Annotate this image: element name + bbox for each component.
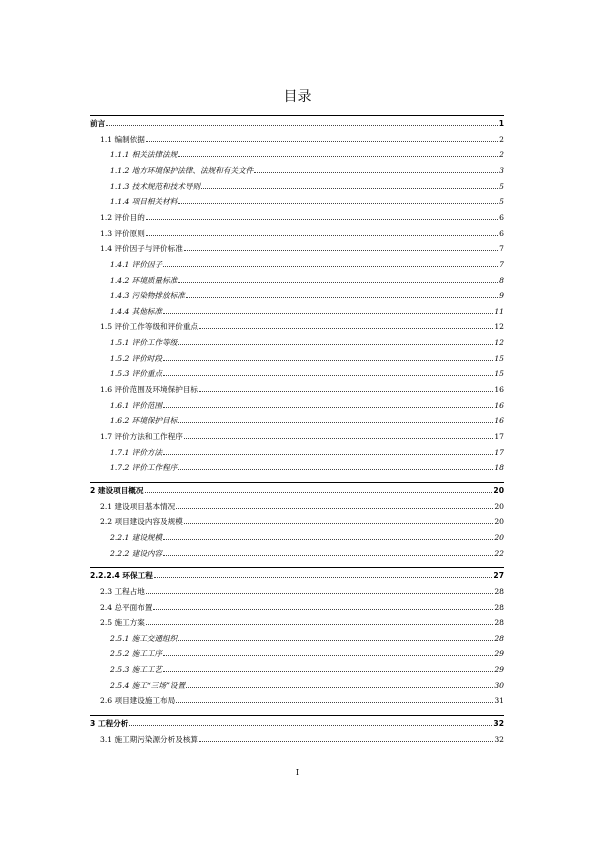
toc-leader-dots: [176, 702, 493, 703]
toc-entry-label: 2.1 建设项目基本情况: [100, 501, 176, 511]
toc-entry[interactable]: [90, 413, 504, 425]
toc-entry-label: 前言: [90, 119, 106, 128]
toc-entry-page: 9: [499, 291, 504, 301]
toc-entry[interactable]: [90, 163, 504, 175]
toc-leader-dots: [178, 282, 498, 283]
toc-leader-dots: [199, 741, 493, 742]
toc-entry[interactable]: [90, 662, 504, 674]
toc-entry-label: 1.7.1 评价方法: [110, 447, 163, 457]
toc-entry[interactable]: [90, 273, 504, 285]
toc-entry[interactable]: [90, 304, 504, 316]
toc-entry-page: 17: [494, 432, 504, 441]
toc-leader-dots: [184, 523, 493, 524]
toc-leader-dots: [129, 725, 492, 726]
toc-entry-label: 2.6 项目建设施工布局: [100, 696, 176, 706]
toc-entry[interactable]: [90, 499, 504, 511]
toc-entry-label: 1.5.2 评价时段: [110, 353, 163, 363]
toc-entry-label: 1.1.1 相关法律法规: [110, 150, 178, 160]
toc-entry-label: 1.4.4 其他标准: [110, 306, 163, 316]
toc-leader-dots: [146, 141, 498, 142]
toc-entry-label: 1.4.3 污染物排放标准: [110, 291, 185, 301]
toc-leader-dots: [153, 609, 493, 610]
toc-entry-page: 16: [494, 416, 504, 426]
toc-entry-page: 20: [494, 517, 504, 527]
toc-entry-page: 32: [494, 734, 504, 744]
toc-entry-label: 1.7.2 评价工作程序: [110, 463, 178, 473]
toc-entry-label: 1.5.1 评价工作等级: [110, 338, 178, 348]
toc-leader-dots: [201, 188, 498, 189]
toc-entry-page: 29: [494, 665, 504, 675]
toc-entry[interactable]: [90, 483, 504, 495]
toc-entry[interactable]: [90, 732, 504, 744]
toc-entry-page: 20: [493, 485, 504, 495]
toc-entry-label: 1.5 评价工作等级和评价重点: [100, 322, 199, 332]
toc-entry-label: 2.2.2.4 环保工程: [90, 571, 153, 581]
toc-entry-page: 20: [494, 532, 504, 542]
toc-leader-dots: [146, 624, 493, 625]
toc-entry[interactable]: [90, 194, 504, 206]
toc-entry-page: 7: [499, 259, 504, 269]
toc-entry-label: 1.1 编制依据: [100, 134, 145, 144]
toc-entry-page: 15: [494, 369, 504, 379]
toc-entry-page: 12: [494, 338, 504, 348]
toc-entry-page: 5: [499, 197, 504, 207]
toc-leader-dots: [178, 469, 493, 470]
toc-leader-dots: [163, 454, 493, 455]
toc-entry[interactable]: [90, 460, 504, 472]
toc-entry-page: 2: [499, 134, 504, 144]
toc-entry-page: 28: [494, 633, 504, 643]
toc-entry[interactable]: [90, 319, 504, 331]
toc-entry[interactable]: [90, 568, 504, 580]
toc-leader-dots: [178, 156, 498, 157]
toc-leader-dots: [163, 313, 493, 314]
toc-leader-dots: [199, 391, 493, 392]
toc-entry[interactable]: [90, 631, 504, 643]
toc-entry-label: 1.1.4 项目相关材料: [110, 197, 178, 207]
toc-entry-page: 28: [494, 586, 504, 596]
toc-entry-label: 2.2.1 建设规模: [110, 532, 163, 542]
toc-entry[interactable]: [90, 646, 504, 658]
toc-leader-dots: [145, 492, 493, 493]
toc-leader-dots: [163, 375, 493, 376]
toc-leader-dots: [163, 539, 493, 540]
toc-entry[interactable]: [90, 351, 504, 363]
toc-entry-page: 20: [494, 501, 504, 511]
toc-entry[interactable]: [90, 132, 504, 144]
toc-entry-label: 1.2 评价目的: [100, 212, 145, 222]
toc-leader-dots: [163, 655, 493, 656]
toc-entry-label: 2.5.1 施工交通组织: [110, 633, 178, 643]
toc-entry-label: 2.5.2 施工工序: [110, 649, 163, 659]
toc-entry-label: 2.4 总平面布置: [100, 602, 153, 612]
toc-entry-page: 18: [494, 463, 504, 473]
toc-entry-label: 1.4.1 评价因子: [110, 259, 163, 269]
toc-entry[interactable]: [90, 584, 504, 596]
toc-leader-dots: [163, 671, 493, 672]
toc-entry[interactable]: [90, 530, 504, 542]
toc-leader-dots: [146, 593, 493, 594]
toc-entry[interactable]: [90, 600, 504, 612]
toc-entry[interactable]: [90, 429, 504, 441]
toc-entry-page: 3: [499, 165, 504, 175]
toc-entry-page: 17: [494, 447, 504, 457]
toc-leader-dots: [176, 508, 493, 509]
toc-leader-dots: [178, 640, 493, 641]
toc-entry[interactable]: [90, 716, 504, 728]
toc-entry-page: 7: [499, 244, 504, 254]
toc-entry-label: 2.5 施工方案: [100, 618, 145, 628]
toc-leader-dots: [163, 360, 493, 361]
toc-entry[interactable]: [90, 445, 504, 457]
toc-entry[interactable]: [90, 241, 504, 253]
toc-entry[interactable]: [90, 226, 504, 238]
toc-entry-page: 29: [494, 649, 504, 659]
page-number: I: [295, 768, 300, 777]
toc-entry[interactable]: [90, 678, 504, 690]
toc-entry[interactable]: [90, 335, 504, 347]
toc-entry-page: 16: [494, 385, 504, 395]
toc-entry[interactable]: [90, 382, 504, 394]
toc-entry-label: 2.5.3 施工工艺: [110, 665, 163, 675]
toc-entry[interactable]: [90, 257, 504, 269]
toc-entry[interactable]: [90, 514, 504, 526]
toc-leader-dots: [184, 438, 493, 439]
toc-entry-label: 1.4 评价因子与评价标准: [100, 244, 183, 254]
toc-entry-page: 32: [493, 719, 504, 729]
toc-leader-dots: [184, 250, 498, 251]
toc-entry[interactable]: [90, 693, 504, 705]
toc-entry-label: 2.2.2 建设内容: [110, 548, 163, 558]
toc-entry[interactable]: [90, 210, 504, 222]
toc-entry[interactable]: [90, 116, 504, 128]
toc-entry[interactable]: [90, 147, 504, 159]
toc-leader-dots: [178, 203, 498, 204]
toc-leader-dots: [163, 266, 498, 267]
toc-entry-label: 1.6 评价范围及环境保护目标: [100, 385, 199, 395]
toc-entry-label: 1.3 评价原则: [100, 228, 145, 238]
toc-entry-page: 28: [494, 602, 504, 612]
toc-leader-dots: [163, 407, 493, 408]
toc-entry-page: 12: [494, 322, 504, 332]
toc-entry-label: 1.7 评价方法和工作程序: [100, 432, 183, 441]
toc-entry[interactable]: [90, 179, 504, 191]
toc-entry-label: 3 工程分析: [90, 719, 129, 729]
toc-entry-label: 1.4.2 环境质量标准: [110, 275, 178, 285]
toc-entry-page: 15: [494, 353, 504, 363]
toc-leader-dots: [154, 577, 493, 578]
toc-entry-page: 6: [499, 228, 504, 238]
toc-entry[interactable]: [90, 615, 504, 627]
toc-leader-dots: [146, 219, 498, 220]
page-title: 目录: [283, 89, 312, 105]
toc-entry-page: 28: [494, 618, 504, 628]
toc-entry-label: 1.1.3 技术规范和技术导则: [110, 181, 201, 191]
toc-entry-label: 1.5.3 评价重点: [110, 369, 163, 379]
toc-entry-page: 2: [499, 150, 504, 160]
toc-entry-label: 3.1 施工期污染源分析及核算: [100, 734, 199, 744]
toc-entry[interactable]: [90, 366, 504, 378]
toc-entry-page: 16: [494, 400, 504, 410]
toc-entry[interactable]: [90, 288, 504, 300]
toc-leader-dots: [178, 344, 493, 345]
toc-entry-page: 8: [499, 275, 504, 285]
toc-entry-page: 22: [494, 548, 504, 558]
toc-entry[interactable]: [90, 546, 504, 558]
toc-leader-dots: [186, 687, 493, 688]
toc-entry-label: 2 建设项目概况: [90, 485, 144, 495]
toc-entry-page: 1: [498, 119, 504, 128]
toc-leader-dots: [199, 328, 493, 329]
toc-leader-dots: [254, 172, 498, 173]
toc-entry-page: 31: [494, 696, 504, 706]
toc-leader-dots: [106, 125, 498, 126]
toc-leader-dots: [146, 235, 498, 236]
toc-entry-label: 1.6.2 环境保护目标: [110, 416, 178, 426]
toc-entry-label: 1.1.2 地方环境保护法律、法规和有关文件: [110, 165, 254, 175]
toc-entry-page: 30: [494, 680, 504, 690]
toc-leader-dots: [163, 555, 493, 556]
toc-entry-label: 2.3 工程占地: [100, 586, 145, 596]
toc-entry-label: 1.6.1 评价范围: [110, 400, 163, 410]
toc-entry-page: 27: [493, 571, 504, 581]
toc-entry-label: 2.5.4 施工“三场”设置: [110, 680, 186, 690]
toc-entry-label: 2.2 项目建设内容及规模: [100, 517, 183, 527]
toc-entry-page: 11: [494, 306, 504, 316]
toc-entry[interactable]: [90, 398, 504, 410]
toc-entry-page: 6: [499, 212, 504, 222]
toc-leader-dots: [186, 297, 498, 298]
toc-entry-page: 5: [499, 181, 504, 191]
toc-leader-dots: [178, 422, 493, 423]
